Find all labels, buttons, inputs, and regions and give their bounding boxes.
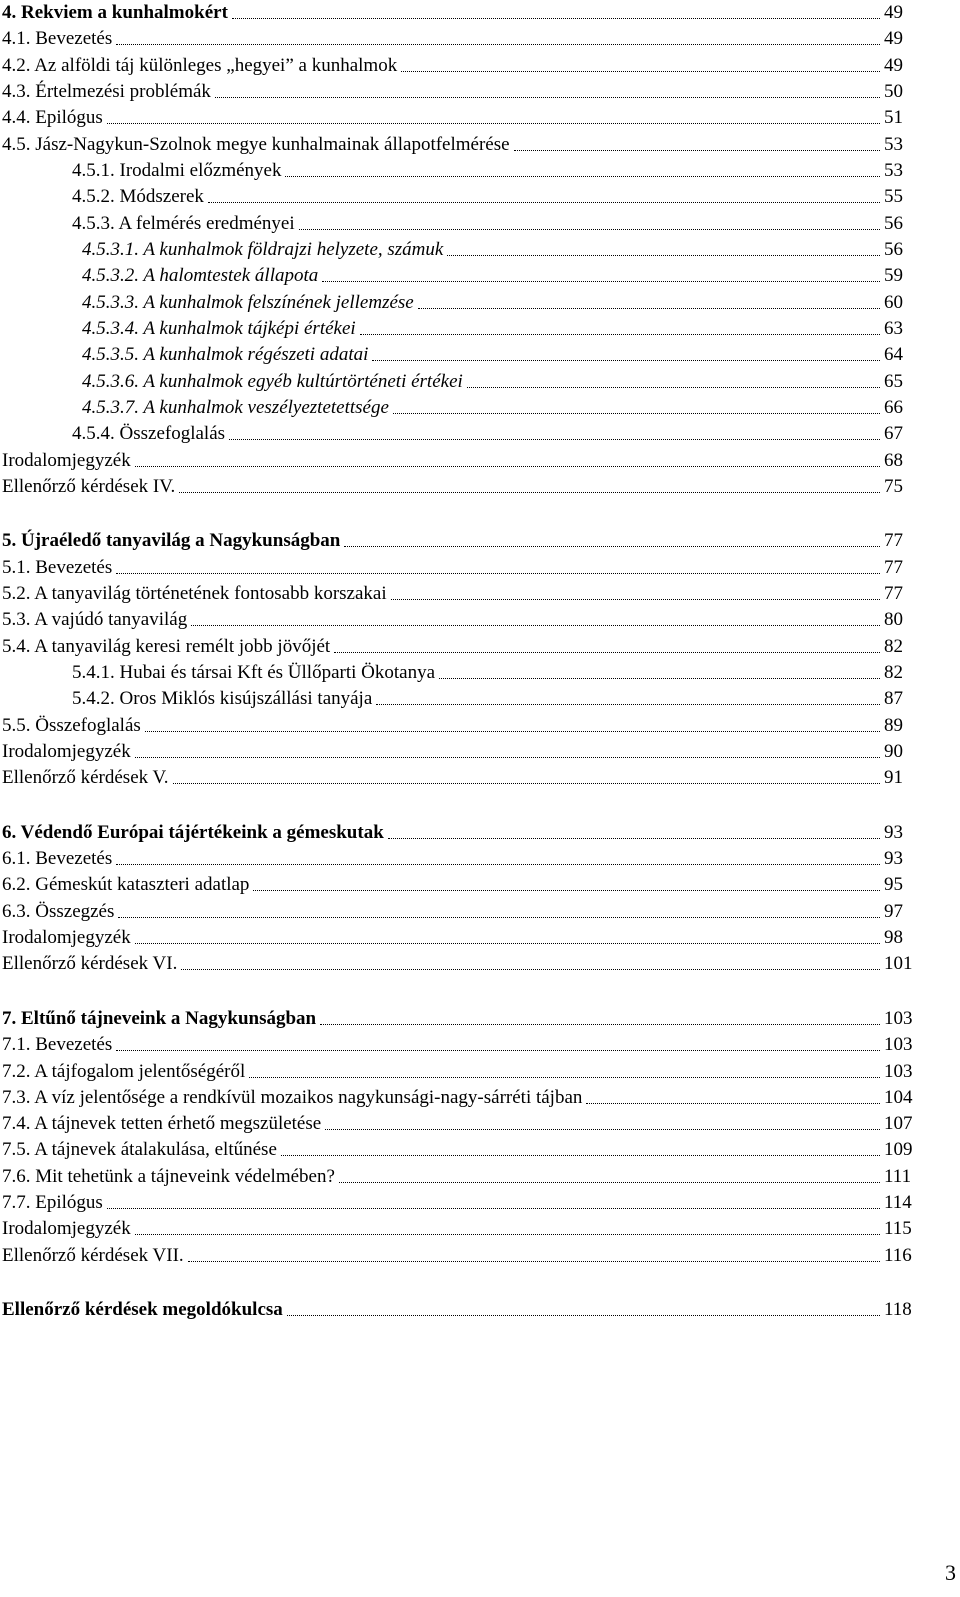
toc-entry	[2, 528, 928, 554]
toc-entry	[2, 132, 928, 158]
toc-entry-title: 4.5.2. Módszerek	[72, 186, 204, 207]
toc-entry	[82, 316, 928, 342]
toc-entry	[2, 1297, 928, 1323]
toc-entry	[2, 0, 928, 26]
dot-leader	[334, 652, 880, 653]
dot-leader	[376, 704, 880, 705]
toc-entry-page: 53	[884, 134, 903, 155]
toc-entry-page: 56	[884, 239, 903, 260]
toc-entry-page: 116	[884, 1245, 912, 1266]
toc-entry-title: 7.3. A víz jelentősége a rendkívül mozaikos nagykunsági-nagy-sárréti tájban	[2, 1087, 583, 1108]
toc-entry-page: 60	[884, 292, 903, 313]
toc-entry-page: 103	[884, 1008, 913, 1029]
toc-entry	[2, 474, 928, 500]
toc-entry	[2, 1243, 928, 1269]
dot-leader	[281, 1155, 880, 1156]
toc-entry-title: 4. Rekviem a kunhalmokért	[2, 2, 228, 23]
toc-entry-title: 4.5.3. A felmérés eredményei	[72, 213, 295, 234]
toc-entry-title: 5. Újraéledő tanyavilág a Nagykunságban	[2, 530, 341, 551]
toc-entry-page: 50	[884, 81, 903, 102]
toc-entry	[82, 342, 928, 368]
toc-entry-title: 4.5.3.1. A kunhalmok földrajzi helyzete, számuk	[82, 239, 444, 260]
toc-entry-title: 4.5.3.6. A kunhalmok egyéb kultúrtörténeti értékei	[82, 371, 463, 392]
toc-entry-title: 4.5.3.5. A kunhalmok régészeti adatai	[82, 344, 369, 365]
toc-entry	[2, 79, 928, 105]
dot-leader	[325, 1129, 880, 1130]
dot-leader	[191, 625, 880, 626]
toc-entry-title: 5.4.2. Oros Miklós kisújszállási tanyája	[72, 688, 373, 709]
dot-leader	[249, 1077, 880, 1078]
toc-entry-title: 6.3. Összegzés	[2, 901, 115, 922]
toc-entry-page: 63	[884, 318, 903, 339]
toc-entry-page: 101	[884, 953, 913, 974]
toc-entry	[2, 105, 928, 131]
toc-entry-page: 65	[884, 371, 903, 392]
toc-entry-page: 109	[884, 1139, 913, 1160]
dot-leader	[253, 890, 880, 891]
dot-leader	[116, 864, 880, 865]
toc-entry-title: 4.1. Bevezetés	[2, 28, 113, 49]
toc-entry	[2, 1216, 928, 1242]
toc-entry-title: 5.4. A tanyavilág keresi remélt jobb jövőjét	[2, 636, 331, 657]
dot-leader	[299, 229, 880, 230]
toc-entry-page: 111	[884, 1166, 912, 1187]
dot-leader	[181, 969, 880, 970]
toc-entry	[2, 26, 928, 52]
toc-entry	[2, 1059, 928, 1085]
dot-leader	[116, 44, 880, 45]
dot-leader	[393, 413, 880, 414]
dot-leader	[287, 1315, 880, 1316]
toc-entry-title: 4.4. Epilógus	[2, 107, 103, 128]
toc-entry	[82, 395, 928, 421]
toc-entry-title: 4.2. Az alföldi táj különleges „hegyei” a kunhalmok	[2, 55, 398, 76]
toc-entry-title: Irodalomjegyzék	[2, 741, 131, 762]
toc-entry	[2, 1111, 928, 1137]
toc-entry-page: 77	[884, 530, 903, 551]
dot-leader	[116, 1050, 880, 1051]
toc-entry-page: 66	[884, 397, 903, 418]
toc-entry-page: 90	[884, 741, 903, 762]
toc-entry-page: 87	[884, 688, 903, 709]
toc-entry-page: 95	[884, 874, 903, 895]
toc-entry-title: Ellenőrző kérdések VI.	[2, 953, 178, 974]
toc-entry-page: 59	[884, 265, 903, 286]
dot-leader	[107, 123, 880, 124]
dot-leader	[145, 731, 880, 732]
toc-entry	[2, 555, 928, 581]
toc-entry-title: 6. Védendő Európai tájértékeink a gémeskutak	[2, 822, 384, 843]
toc-entry-page: 118	[884, 1299, 912, 1320]
toc-entry	[82, 263, 928, 289]
toc-entry-page: 107	[884, 1113, 913, 1134]
toc-entry-title: 6.2. Gémeskút kataszteri adatlap	[2, 874, 250, 895]
toc-entry-page: 80	[884, 609, 903, 630]
toc-entry-title: Ellenőrző kérdések V.	[2, 767, 169, 788]
dot-leader	[232, 18, 880, 19]
toc-entry	[72, 184, 928, 210]
toc-entry-page: 56	[884, 213, 903, 234]
toc-entry	[72, 158, 928, 184]
toc-entry-page: 53	[884, 160, 903, 181]
toc-entry	[2, 739, 928, 765]
toc-entry	[72, 660, 928, 686]
toc-entry-page: 91	[884, 767, 903, 788]
dot-leader	[401, 71, 880, 72]
toc-entry-page: 77	[884, 583, 903, 604]
toc-entry-page: 49	[884, 55, 903, 76]
toc-entry	[82, 369, 928, 395]
dot-leader	[135, 1234, 880, 1235]
toc-entry	[2, 925, 928, 951]
toc-entry-page: 64	[884, 344, 903, 365]
toc-entry-title: 7.2. A tájfogalom jelentőségéről	[2, 1061, 246, 1082]
toc-entry-page: 49	[884, 2, 903, 23]
toc-entry-title: 4.5.1. Irodalmi előzmények	[72, 160, 282, 181]
toc-entry	[2, 951, 928, 977]
dot-leader	[179, 492, 880, 493]
toc-entry	[2, 713, 928, 739]
toc-entry-title: 4.5.4. Összefoglalás	[72, 423, 226, 444]
toc-entry	[82, 237, 928, 263]
toc-entry	[2, 607, 928, 633]
toc-entry	[2, 53, 928, 79]
toc-entry	[2, 1164, 928, 1190]
dot-leader	[215, 97, 880, 98]
toc-entry-title: 7.5. A tájnevek átalakulása, eltűnése	[2, 1139, 277, 1160]
page-number: 3	[945, 1560, 956, 1585]
toc-entry-page: 77	[884, 557, 903, 578]
dot-leader	[467, 387, 880, 388]
toc-entry-page: 104	[884, 1087, 913, 1108]
toc-entry-page: 49	[884, 28, 903, 49]
toc-entry-title: Ellenőrző kérdések megoldókulcsa	[2, 1299, 283, 1320]
toc-entry-page: 51	[884, 107, 903, 128]
dot-leader	[586, 1103, 880, 1104]
dot-leader	[360, 334, 880, 335]
toc-entry-title: 7.4. A tájnevek tetten érhető megszületése	[2, 1113, 322, 1134]
dot-leader	[135, 757, 880, 758]
toc-entry	[2, 765, 928, 791]
toc-entry-page: 55	[884, 186, 903, 207]
dot-leader	[135, 466, 880, 467]
toc-entry-title: 7. Eltűnő tájneveink a Nagykunságban	[2, 1008, 317, 1029]
dot-leader	[285, 176, 880, 177]
toc-entry-title: 6.1. Bevezetés	[2, 848, 113, 869]
toc-entry-page: 93	[884, 822, 903, 843]
toc-entry-title: 5.2. A tanyavilág történetének fontosabb korszakai	[2, 583, 387, 604]
toc-entry-page: 82	[884, 662, 903, 683]
toc-entry-title: Ellenőrző kérdések VII.	[2, 1245, 184, 1266]
dot-leader	[514, 150, 880, 151]
toc-entry	[2, 872, 928, 898]
toc-entry-title: Irodalomjegyzék	[2, 450, 131, 471]
dot-leader	[229, 439, 880, 440]
toc-entry-title: 7.6. Mit tehetünk a tájneveink védelmében?	[2, 1166, 335, 1187]
toc-entry-title: 7.1. Bevezetés	[2, 1034, 113, 1055]
toc-entry	[2, 846, 928, 872]
toc-entry-title: 5.4.1. Hubai és társai Kft és Üllőparti Ökotanya	[72, 662, 436, 683]
toc-entry-page: 75	[884, 476, 903, 497]
toc-entry	[72, 421, 928, 447]
toc-entry-title: 4.5.3.4. A kunhalmok tájképi értékei	[82, 318, 356, 339]
toc-entry-title: 7.7. Epilógus	[2, 1192, 103, 1213]
toc-entry	[2, 899, 928, 925]
toc-entry	[2, 1085, 928, 1111]
toc-entry	[72, 686, 928, 712]
toc-entry-page: 68	[884, 450, 903, 471]
toc-entry	[72, 211, 928, 237]
toc-entry	[2, 1190, 928, 1216]
toc-entry-title: 4.3. Értelmezési problémák	[2, 81, 211, 102]
toc-entry	[2, 1006, 928, 1032]
toc-entry-title: Ellenőrző kérdések IV.	[2, 476, 176, 497]
toc-entry-page: 103	[884, 1034, 913, 1055]
dot-leader	[320, 1024, 880, 1025]
dot-leader	[344, 546, 880, 547]
dot-leader	[372, 360, 880, 361]
dot-leader	[418, 308, 880, 309]
toc-entry-title: 5.5. Összefoglalás	[2, 715, 141, 736]
dot-leader	[188, 1261, 880, 1262]
dot-leader	[118, 917, 880, 918]
dot-leader	[208, 202, 880, 203]
dot-leader	[391, 599, 880, 600]
toc-entry-title: Irodalomjegyzék	[2, 927, 131, 948]
dot-leader	[439, 678, 880, 679]
dot-leader	[339, 1182, 880, 1183]
toc-entry-title: 4.5.3.7. A kunhalmok veszélyeztetettsége	[82, 397, 389, 418]
toc-entry-title: 5.1. Bevezetés	[2, 557, 113, 578]
toc-entry	[2, 581, 928, 607]
toc-entry-page: 114	[884, 1192, 912, 1213]
toc-entry-page: 97	[884, 901, 903, 922]
toc-entry-page: 82	[884, 636, 903, 657]
toc-entry-page: 103	[884, 1061, 913, 1082]
dot-leader	[388, 838, 880, 839]
dot-leader	[447, 255, 880, 256]
toc-entry	[2, 1137, 928, 1163]
dot-leader	[322, 281, 880, 282]
toc-entry-title: 4.5.3.2. A halomtestek állapota	[82, 265, 319, 286]
dot-leader	[107, 1208, 880, 1209]
toc-entry	[2, 634, 928, 660]
toc-entry-title: 4.5.3.3. A kunhalmok felszínének jellemzése	[82, 292, 414, 313]
toc-entry-title: 5.3. A vajúdó tanyavilág	[2, 609, 188, 630]
toc-entry	[82, 290, 928, 316]
toc-entry	[2, 448, 928, 474]
toc-entry-page: 93	[884, 848, 903, 869]
toc-entry-page: 98	[884, 927, 903, 948]
toc-entry-page: 67	[884, 423, 903, 444]
toc-entry-title: Irodalomjegyzék	[2, 1218, 131, 1239]
toc-entry-title: 4.5. Jász-Nagykun-Szolnok megye kunhalmainak állapotfelmérése	[2, 134, 510, 155]
toc-entry	[2, 1032, 928, 1058]
dot-leader	[116, 573, 880, 574]
dot-leader	[135, 943, 880, 944]
toc-entry	[2, 820, 928, 846]
toc-entry-page: 115	[884, 1218, 912, 1239]
dot-leader	[173, 783, 880, 784]
toc-entry-page: 89	[884, 715, 903, 736]
